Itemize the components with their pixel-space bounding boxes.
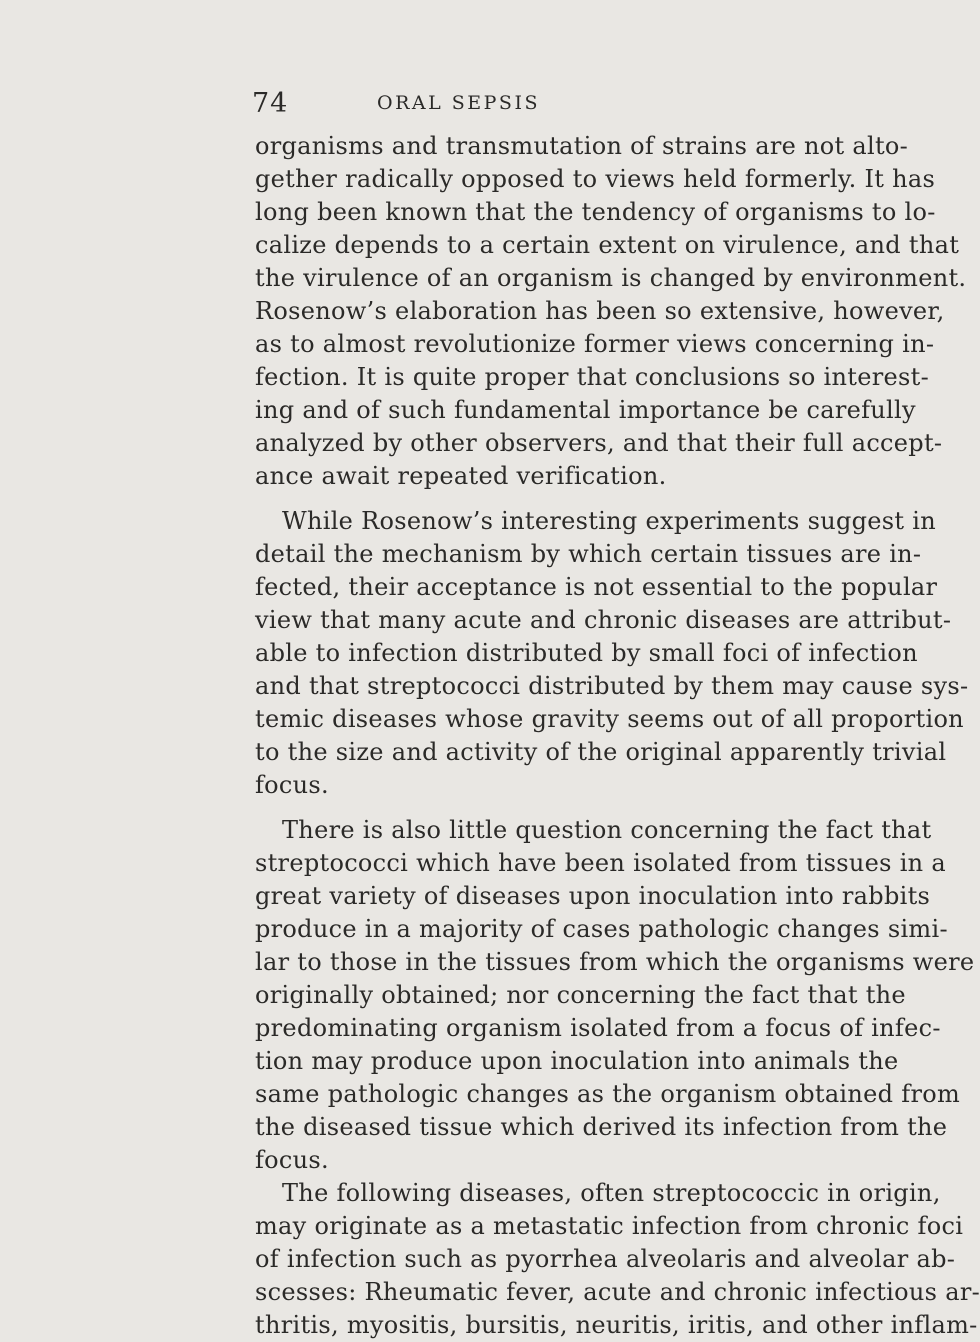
page-number: 74 xyxy=(252,88,289,119)
text-line: focus. xyxy=(255,1146,329,1174)
text-line: great variety of diseases upon inoculation into rabbits xyxy=(255,882,931,910)
text-line: Rosenow’s elaboration has been so extensive, however, xyxy=(255,297,945,325)
paragraph-3 xyxy=(255,814,975,1177)
text-line: able to infection distributed by small foci of infection xyxy=(255,639,918,667)
text-line: ance await repeated verification. xyxy=(255,462,667,490)
text-line: ing and of such fundamental importance be carefully xyxy=(255,396,916,424)
text-line: and that streptococci distributed by them may cause sys- xyxy=(255,672,969,700)
text-line: scesses: Rheumatic fever, acute and chronic infectious ar- xyxy=(255,1278,980,1306)
text-line: fected, their acceptance is not essential to the popular xyxy=(255,573,938,601)
text-line: view that many acute and chronic diseases are attribut- xyxy=(255,606,952,634)
text-line: analyzed by other observers, and that their full accept- xyxy=(255,429,943,457)
text-line: The following diseases, often streptococcic in origin, xyxy=(282,1179,941,1207)
running-title: ORAL SEPSIS xyxy=(377,92,540,114)
body-text xyxy=(255,130,980,1342)
text-line: the virulence of an organism is changed by environment. xyxy=(255,264,967,292)
text-line: originally obtained; nor concerning the fact that the xyxy=(255,981,906,1009)
text-line: There is also little question concerning the fact that xyxy=(282,816,932,844)
text-line: organisms and transmutation of strains are not alto- xyxy=(255,132,909,160)
text-line: fection. It is quite proper that conclusions so interest- xyxy=(255,363,929,391)
text-line: to the size and activity of the original apparently trivial xyxy=(255,738,947,766)
paragraph-1 xyxy=(255,130,967,493)
text-line: thritis, myositis, bursitis, neuritis, iritis, and other inflam- xyxy=(255,1311,978,1339)
text-line: temic diseases whose gravity seems out of all proportion xyxy=(255,705,964,733)
text-line: While Rosenow’s interesting experiments suggest in xyxy=(282,507,936,535)
text-line: lar to those in the tissues from which the organisms were xyxy=(255,948,975,976)
text-line: gether radically opposed to views held formerly. It has xyxy=(255,165,936,193)
text-line: long been known that the tendency of organisms to lo- xyxy=(255,198,936,226)
running-head xyxy=(252,88,772,122)
text-line: may originate as a metastatic infection from chronic foci xyxy=(255,1212,964,1240)
paragraph-4 xyxy=(255,1177,980,1342)
text-line: the diseased tissue which derived its infection from the xyxy=(255,1113,948,1141)
paragraph-2 xyxy=(255,505,969,802)
text-line: streptococci which have been isolated from tissues in a xyxy=(255,849,946,877)
text-line: as to almost revolutionize former views concerning in- xyxy=(255,330,935,358)
text-line: calize depends to a certain extent on virulence, and that xyxy=(255,231,960,259)
text-line: same pathologic changes as the organism obtained from xyxy=(255,1080,961,1108)
text-line: of infection such as pyorrhea alveolaris and alveolar ab- xyxy=(255,1245,956,1273)
text-line: detail the mechanism by which certain tissues are in- xyxy=(255,540,922,568)
text-line: produce in a majority of cases pathologic changes simi- xyxy=(255,915,948,943)
text-line: focus. xyxy=(255,771,329,799)
text-line: tion may produce upon inoculation into animals the xyxy=(255,1047,899,1075)
text-line: predominating organism isolated from a focus of infec- xyxy=(255,1014,941,1042)
